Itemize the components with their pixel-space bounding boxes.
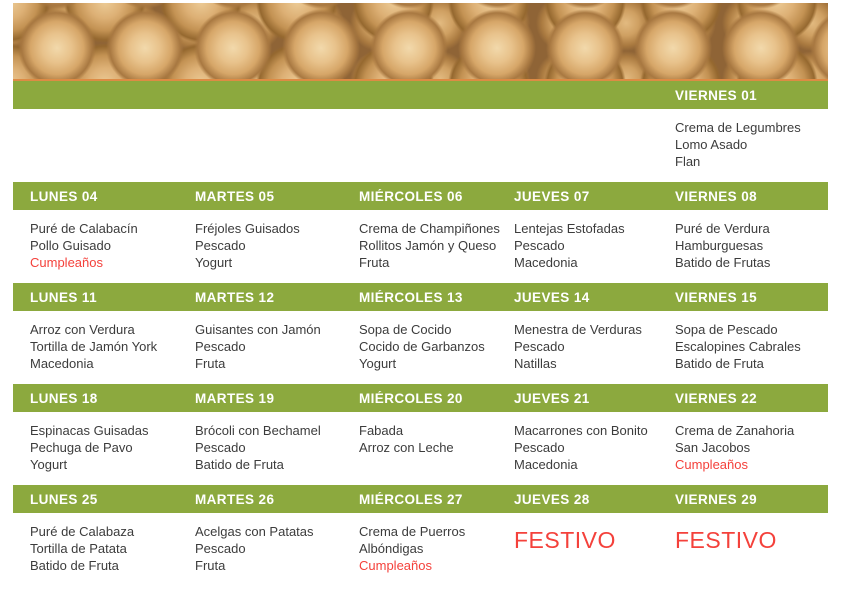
menu-item: Arroz con Leche xyxy=(359,440,454,455)
menu-item: Fruta xyxy=(195,356,226,371)
day-menu xyxy=(339,422,502,485)
day-header: VIERNES 22 xyxy=(675,390,758,406)
week-content-row xyxy=(13,412,828,485)
week-block xyxy=(13,182,828,283)
day-menu xyxy=(176,422,339,485)
day-header: VIERNES 29 xyxy=(675,491,758,507)
menu-item: Pechuga de Pavo xyxy=(30,440,133,455)
day-header: LUNES 18 xyxy=(30,390,98,406)
menu-item: Fruta xyxy=(195,558,226,573)
menu-item: Cumpleaños xyxy=(30,255,103,270)
day-menu xyxy=(339,119,502,182)
day-menu xyxy=(13,523,176,574)
day-menu xyxy=(502,523,665,574)
menu-item: Escalopines Cabrales xyxy=(675,339,801,354)
menu-item: Macedonia xyxy=(30,356,94,371)
menu-item: Crema de Legumbres xyxy=(675,120,801,135)
week-header-row xyxy=(13,485,828,513)
menu-item: Pollo Guisado xyxy=(30,238,111,253)
day-header: JUEVES 28 xyxy=(514,491,590,507)
menu-item: Batido de Fruta xyxy=(195,457,284,472)
menu-item: Yogurt xyxy=(359,356,397,371)
day-header: MARTES 19 xyxy=(195,390,275,406)
day-menu xyxy=(665,220,828,283)
menu-item: Cumpleaños xyxy=(359,558,432,573)
day-menu xyxy=(665,321,828,384)
menu-item: Guisantes con Jamón xyxy=(195,322,321,337)
day-header: MARTES 26 xyxy=(195,491,275,507)
day-menu xyxy=(502,220,665,283)
menu-item: Acelgas con Patatas xyxy=(195,524,314,539)
day-menu xyxy=(176,523,339,574)
day-header: MIÉRCOLES 06 xyxy=(359,188,463,204)
week-block xyxy=(13,485,828,574)
day-menu xyxy=(13,119,176,182)
day-menu xyxy=(665,422,828,485)
week-block xyxy=(13,384,828,485)
menu-item: Menestra de Verduras xyxy=(514,322,642,337)
day-header: LUNES 11 xyxy=(30,289,97,305)
menu-item: Rollitos Jamón y Queso xyxy=(359,238,497,253)
week-content-row xyxy=(13,109,828,182)
chickpeas-photo xyxy=(13,3,828,81)
menu-item: Albóndigas xyxy=(359,541,424,556)
day-header: LUNES 04 xyxy=(30,188,98,204)
day-menu xyxy=(176,119,339,182)
week-header-row xyxy=(13,283,828,311)
menu-item: Fréjoles Guisados xyxy=(195,221,300,236)
menu-item: Sopa de Pescado xyxy=(675,322,778,337)
menu-item: Yogurt xyxy=(195,255,233,270)
day-header: VIERNES 08 xyxy=(675,188,758,204)
menu-item: Crema de Zanahoria xyxy=(675,423,795,438)
day-header: LUNES 25 xyxy=(30,491,98,507)
menu-item: Natillas xyxy=(514,356,557,371)
menu-item: Lentejas Estofadas xyxy=(514,221,625,236)
week-block xyxy=(13,81,828,182)
menu-item: Puré de Calabaza xyxy=(30,524,135,539)
menu-item: Sopa de Cocido xyxy=(359,322,452,337)
day-menu xyxy=(339,523,502,574)
week-header-row xyxy=(13,384,828,412)
week-content-row xyxy=(13,210,828,283)
menu-item: Pescado xyxy=(195,238,246,253)
menu-item: Batido de Fruta xyxy=(675,356,764,371)
menu-item: Puré de Calabacín xyxy=(30,221,138,236)
menu-item: Pescado xyxy=(195,541,246,556)
day-header: MARTES 05 xyxy=(195,188,275,204)
week-content-row xyxy=(13,311,828,384)
menu-item: Arroz con Verdura xyxy=(30,322,135,337)
menu-item: Yogurt xyxy=(30,457,68,472)
week-header-row xyxy=(13,81,828,109)
menu-weeks xyxy=(13,81,828,574)
day-menu xyxy=(176,220,339,283)
menu-item: Flan xyxy=(675,154,701,169)
menu-item: Pescado xyxy=(514,339,565,354)
menu-item: San Jacobos xyxy=(675,440,751,455)
menu-item: Puré de Verdura xyxy=(675,221,770,236)
menu-item: Pescado xyxy=(195,440,246,455)
menu-item: Macedonia xyxy=(514,255,578,270)
day-menu xyxy=(502,119,665,182)
day-menu xyxy=(176,321,339,384)
menu-item: Crema de Puerros xyxy=(359,524,466,539)
day-header: JUEVES 14 xyxy=(514,289,590,305)
menu-item: Fruta xyxy=(359,255,390,270)
menu-item: Macedonia xyxy=(514,457,578,472)
menu-item: Tortilla de Jamón York xyxy=(30,339,158,354)
menu-item: Pescado xyxy=(195,339,246,354)
day-header: JUEVES 07 xyxy=(514,188,590,204)
day-header: MIÉRCOLES 27 xyxy=(359,491,463,507)
week-block xyxy=(13,283,828,384)
menu-item: Tortilla de Patata xyxy=(30,541,127,556)
menu-item: Cocido de Garbanzos xyxy=(359,339,485,354)
day-header: MIÉRCOLES 20 xyxy=(359,390,463,406)
day-menu xyxy=(13,321,176,384)
day-header: JUEVES 21 xyxy=(514,390,590,406)
day-menu xyxy=(502,321,665,384)
menu-item: Lomo Asado xyxy=(675,137,748,152)
menu-item: Brócoli con Bechamel xyxy=(195,423,321,438)
menu-item: Hamburguesas xyxy=(675,238,764,253)
menu-item: Crema de Champiñones xyxy=(359,221,500,236)
day-header: VIERNES 15 xyxy=(675,289,758,305)
day-menu xyxy=(339,321,502,384)
menu-item: FESTIVO xyxy=(675,527,777,553)
menu-item: Macarrones con Bonito xyxy=(514,423,648,438)
day-menu xyxy=(13,220,176,283)
day-header: VIERNES 01 xyxy=(675,87,758,103)
menu-item: Batido de Frutas xyxy=(675,255,771,270)
menu-item: Pescado xyxy=(514,238,565,253)
menu-item: FESTIVO xyxy=(514,527,616,553)
menu-item: Pescado xyxy=(514,440,565,455)
day-menu xyxy=(502,422,665,485)
day-menu xyxy=(339,220,502,283)
day-menu xyxy=(665,119,828,182)
menu-item: Espinacas Guisadas xyxy=(30,423,149,438)
menu-item: Fabada xyxy=(359,423,404,438)
week-header-row xyxy=(13,182,828,210)
day-menu xyxy=(665,523,828,574)
day-header: MIÉRCOLES 13 xyxy=(359,289,463,305)
menu-item: Batido de Fruta xyxy=(30,558,119,573)
menu-item: Cumpleaños xyxy=(675,457,748,472)
week-content-row xyxy=(13,513,828,574)
day-header: MARTES 12 xyxy=(195,289,275,305)
day-menu xyxy=(13,422,176,485)
